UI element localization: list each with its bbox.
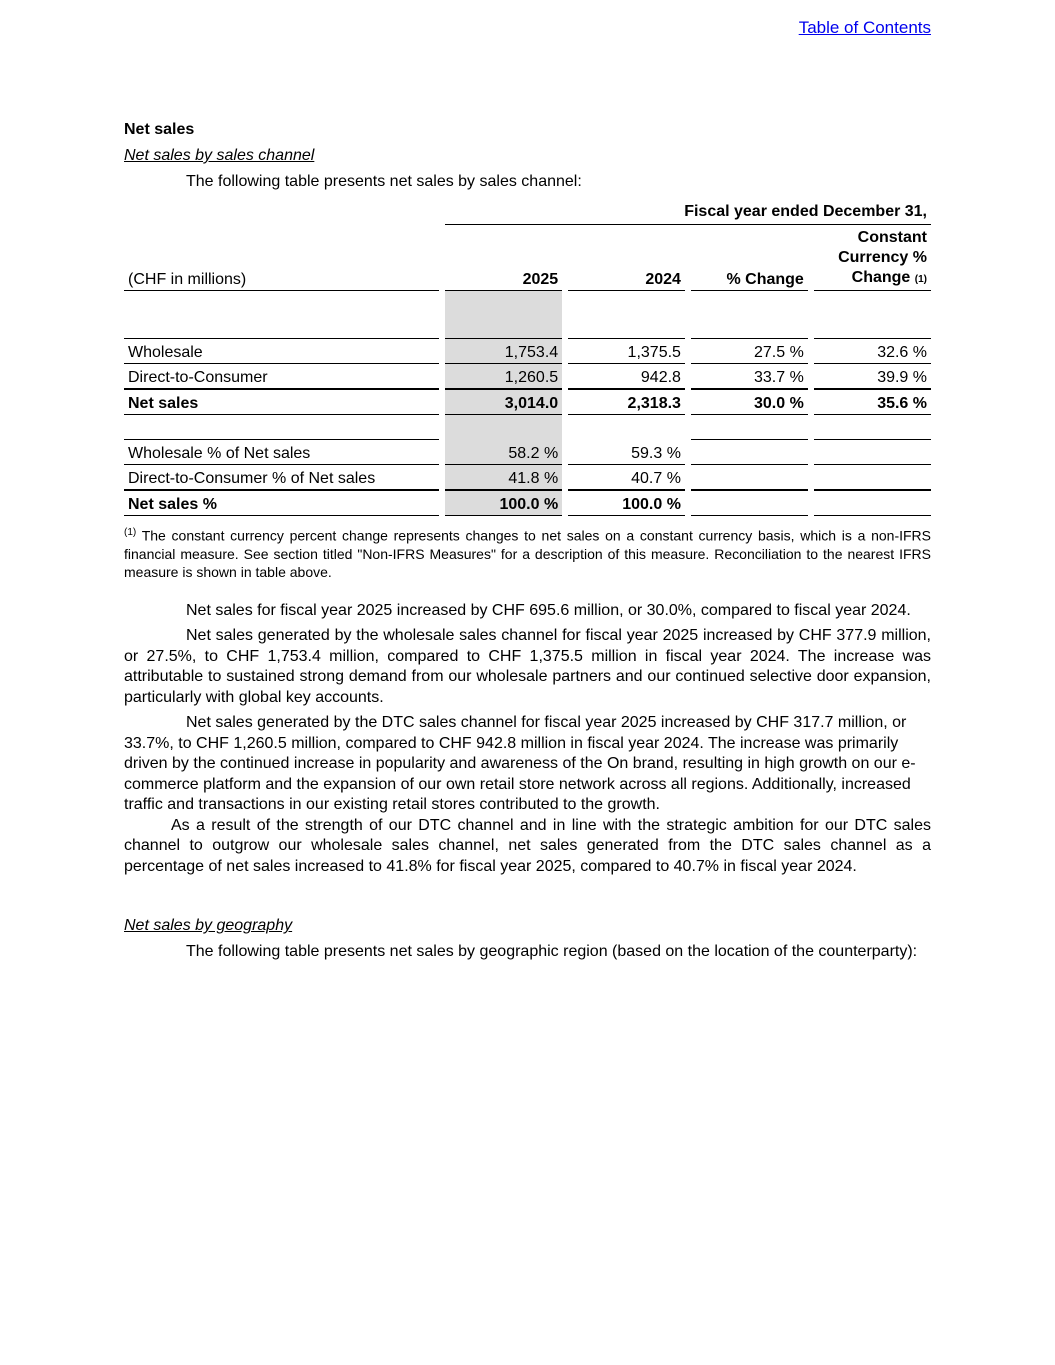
subsection-title-channel: Net sales by sales channel (124, 147, 315, 164)
row-value-2025: 1,260.5 (445, 364, 562, 390)
net-sales-by-channel-table (124, 198, 931, 516)
table-row-total (124, 390, 931, 415)
section-title: Net sales (124, 121, 195, 138)
intro-channel: The following table presents net sales by sales channel: (186, 173, 582, 190)
cc-header-line2: Currency % (838, 249, 927, 266)
row-value-2025: 3,014.0 (445, 390, 562, 415)
row-label: Wholesale % of Net sales (124, 440, 439, 465)
row-value-2024: 942.8 (568, 364, 685, 390)
table-row (124, 364, 931, 390)
row-label: Direct-to-Consumer % of Net sales (124, 465, 439, 491)
row-label: Direct-to-Consumer (124, 364, 439, 390)
period-header-row (124, 198, 931, 225)
table-row (124, 440, 931, 465)
row-label: Net sales % (124, 491, 439, 516)
spacer-row (124, 291, 931, 339)
row-label: Wholesale (124, 339, 439, 364)
row-value-2024: 2,318.3 (568, 390, 685, 415)
col-header-change: % Change (691, 225, 808, 291)
spacer-row (124, 415, 931, 440)
row-value-2025: 1,753.4 (445, 339, 562, 364)
subsection-title-geography: Net sales by geography (124, 917, 293, 935)
row-cc-change: 32.6 % (814, 339, 931, 364)
table-row-total (124, 491, 931, 516)
paragraph-net-sales: Net sales for fiscal year 2025 increased by CHF 695.6 million, or 30.0%, compared to fiscal year 2024. (186, 601, 911, 619)
row-change: 30.0 % (691, 390, 808, 415)
intro-geography: The following table presents net sales by geographic region (based on the location of the counterparty): (186, 943, 918, 961)
footnote-text: The constant currency percent change represents changes to net sales on a constant currency basis, which is a non-IFRS financial measure. See section titled "Non-IFRS Measures" for a description of this measure. Reconciliation to the nearest IFRS measure is shown in table above. (124, 527, 931, 580)
row-value-2024: 40.7 % (568, 465, 685, 491)
table-row (124, 465, 931, 491)
row-value-2025: 100.0 % (445, 491, 562, 516)
footnote-marker: (1) (124, 527, 137, 538)
table-row (124, 339, 931, 364)
cc-header-line3: Change (851, 269, 911, 286)
paragraph-dtc-share: As a result of the strength of our DTC channel and in line with the strategic ambition for our DTC sales channel to outgrow our wholesale sales channel, net sales generated from the DTC sales channel as a percentage of net sales increased to 41.8% for fiscal year 2025, compared to 40.7% in fiscal year 2024. (124, 816, 931, 875)
row-value-2024: 59.3 % (568, 440, 685, 465)
cc-header-note: (1) (914, 274, 927, 285)
document-body (124, 120, 931, 963)
row-cc-change: 35.6 % (814, 390, 931, 415)
row-label: Net sales (124, 390, 439, 415)
col-header-2024: 2024 (568, 225, 685, 291)
paragraph-wholesale: Net sales generated by the wholesale sales channel for fiscal year 2025 increased by CHF 377.9 million, or 27.5%, to CHF 1,753.4 million, compared to CHF 1,375.5 million in fiscal year 2024. The increase was attributable to sustained strong demand from our wholesale partners and our continued selective door expansion, particularly with global key accounts. (124, 627, 931, 706)
period-header: Fiscal year ended December 31, (445, 198, 931, 225)
row-value-2025: 41.8 % (445, 465, 562, 491)
col-header-2025: 2025 (445, 225, 562, 291)
row-value-2024: 100.0 % (568, 491, 685, 516)
row-cc-change: 39.9 % (814, 364, 931, 390)
column-header-row (124, 225, 931, 291)
table-footnote (124, 524, 931, 581)
row-value-2025: 58.2 % (445, 440, 562, 465)
cc-header-line1: Constant (857, 229, 927, 246)
row-change: 27.5 % (691, 339, 808, 364)
paragraph-dtc: Net sales generated by the DTC sales channel for fiscal year 2025 increased by CHF 317.7 million, or 33.7%, to CHF 1,260.5 million, compared to CHF 942.8 million in fiscal year 2024. The increase was primarily driven by the continued increase in popularity and awareness of the On brand, resulting in high growth on our e-commerce platform and the expansion of our own retail store network across all regions. Additionally, increased traffic and transactions in our existing retail stores contributed to the growth. (124, 714, 916, 814)
unit-label: (CHF in millions) (124, 225, 439, 291)
table-of-contents-link[interactable]: Table of Contents (798, 18, 931, 37)
col-header-constant-currency (814, 225, 931, 291)
row-change: 33.7 % (691, 364, 808, 390)
row-value-2024: 1,375.5 (568, 339, 685, 364)
